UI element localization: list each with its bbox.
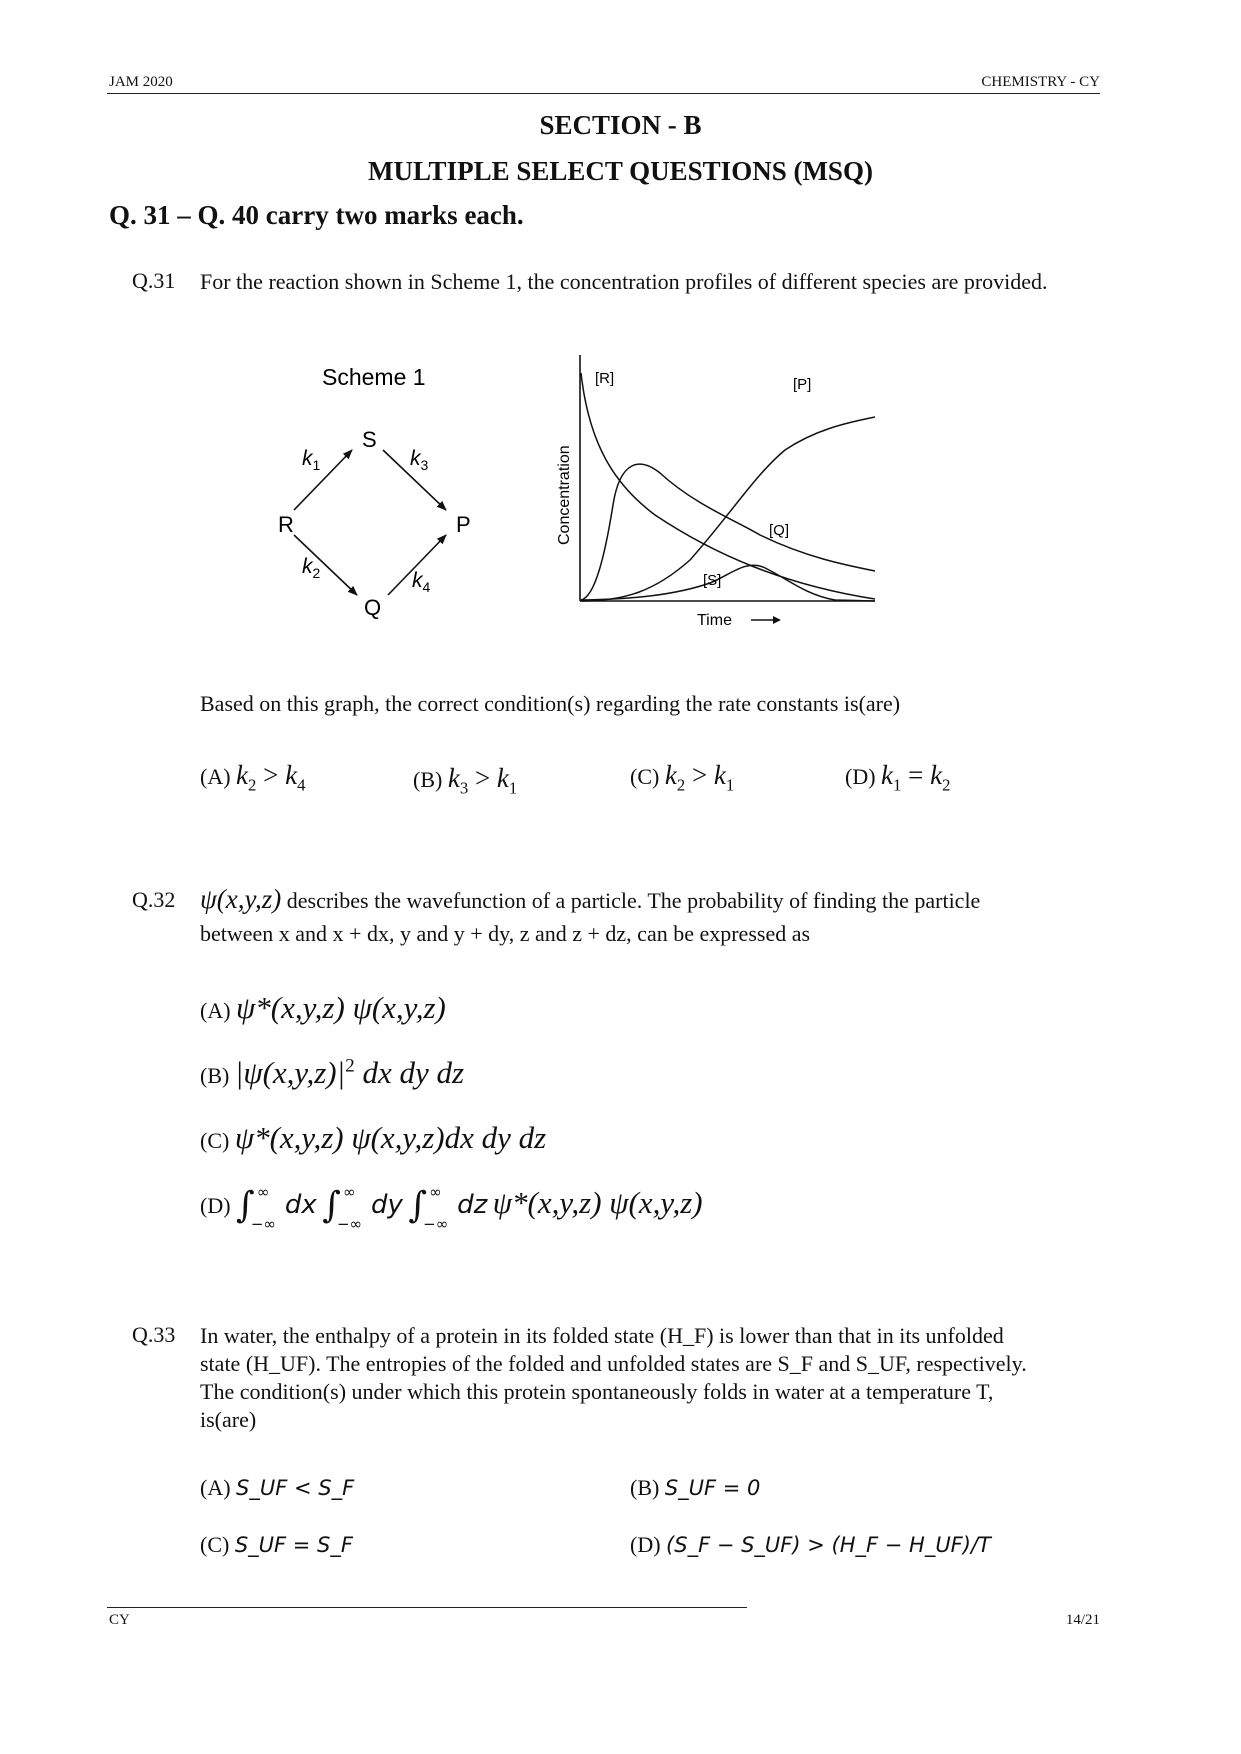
q32-option-b[interactable]: (B) $|\psi(x,y,z)|^2$ dx dy dz [200, 1055, 465, 1090]
time-arrow-head [773, 616, 781, 624]
footer-left: CY [109, 1612, 130, 1628]
q31-text: For the reaction shown in Scheme 1, the concentration profiles of different species are provided. [200, 269, 1048, 294]
q31-option-b[interactable]: (B) $k_3 > k_1$ [413, 763, 518, 798]
rate-k4: $k_4$ [412, 569, 431, 595]
q33-number: Q.33 [132, 1322, 176, 1347]
q33-option-a[interactable]: (A) S_UF < S_F [200, 1475, 355, 1500]
q33-line-3: The condition(s) under which this protein spontaneously folds in water at a temperature T, [200, 1379, 994, 1404]
node-r: R [278, 512, 294, 537]
header-right: CHEMISTRY - CY [981, 74, 1100, 90]
node-q: Q [364, 595, 382, 620]
rate-k2: $k_2$ [302, 555, 321, 581]
q32-line-1: ψ(x,y,z) describes the wavefunction of a particle. The probability of finding the particle [200, 884, 981, 914]
q32-number: Q.32 [132, 887, 176, 912]
header-left: JAM 2020 [109, 74, 173, 90]
x-axis-label: Time [697, 612, 732, 629]
section-title: SECTION - B [539, 110, 702, 140]
q31-option-a[interactable]: (A) $k_2 > k_4$ [200, 760, 306, 795]
q31-prompt: Based on this graph, the correct condition(s) regarding the rate constants is(are) [200, 691, 901, 716]
label-r: [R] [595, 370, 615, 387]
q33-option-c[interactable]: (C) S_UF = S_F [200, 1532, 353, 1557]
q33-line-2: state (H_UF). The entropies of the folded and unfolded states are S_F and S_UF, respectively. [200, 1351, 1027, 1376]
scheme-title: Scheme 1 [322, 364, 426, 390]
q32-line-2: between x and x + dx, y and y + dy, z and z + dz, can be expressed as [200, 921, 811, 946]
footer-rule [107, 1607, 747, 1608]
label-p: [P] [793, 376, 812, 393]
marks-note: Q. 31 – Q. 40 carry two marks each. [109, 200, 524, 230]
node-p: P [456, 512, 471, 537]
q31-option-c[interactable]: (C) $k_2 > k_1$ [630, 760, 735, 795]
q32-option-c[interactable]: (C) ψ*(x,y,z) ψ(x,y,z)dx dy dz [200, 1120, 547, 1155]
q33-option-b[interactable]: (B) S_UF = 0 [630, 1475, 761, 1500]
curve-q [581, 464, 875, 600]
header-rule [107, 93, 1100, 94]
q33-line-4: is(are) [200, 1407, 257, 1432]
scheme-1-diagram [270, 355, 500, 620]
label-s: [S] [703, 572, 722, 589]
rate-k1: $k_1$ [302, 447, 321, 473]
q31-option-d[interactable]: (D) $k_1 = k_2$ [845, 760, 951, 795]
y-axis-label: Concentration [556, 445, 573, 545]
q32-psi: ψ(x,y,z) [200, 884, 282, 914]
curve-r [581, 373, 875, 599]
q32-option-d[interactable]: (D) ∫ ∞ −∞ dx ∫ ∞ −∞ dy ∫ ∞ −∞ dz ψ*(x,y,z) ψ(x,y,z) [200, 1182, 703, 1233]
rate-k3: $k_3$ [410, 447, 429, 473]
page-number: 14/21 [1065, 1612, 1100, 1628]
q31-number: Q.31 [132, 268, 176, 293]
section-subtitle: MULTIPLE SELECT QUESTIONS (MSQ) [368, 156, 873, 186]
q33-option-d[interactable]: (D) (S_F − S_UF) > (H_F − H_UF)/T [630, 1532, 991, 1557]
concentration-graph [545, 345, 885, 635]
node-s: S [362, 427, 377, 452]
q32-option-a[interactable]: (A) ψ*(x,y,z) ψ(x,y,z) [200, 990, 446, 1025]
q33-line-1: In water, the enthalpy of a protein in its folded state (H_F) is lower than that in its unfolded [200, 1323, 1004, 1348]
label-q: [Q] [769, 522, 790, 539]
